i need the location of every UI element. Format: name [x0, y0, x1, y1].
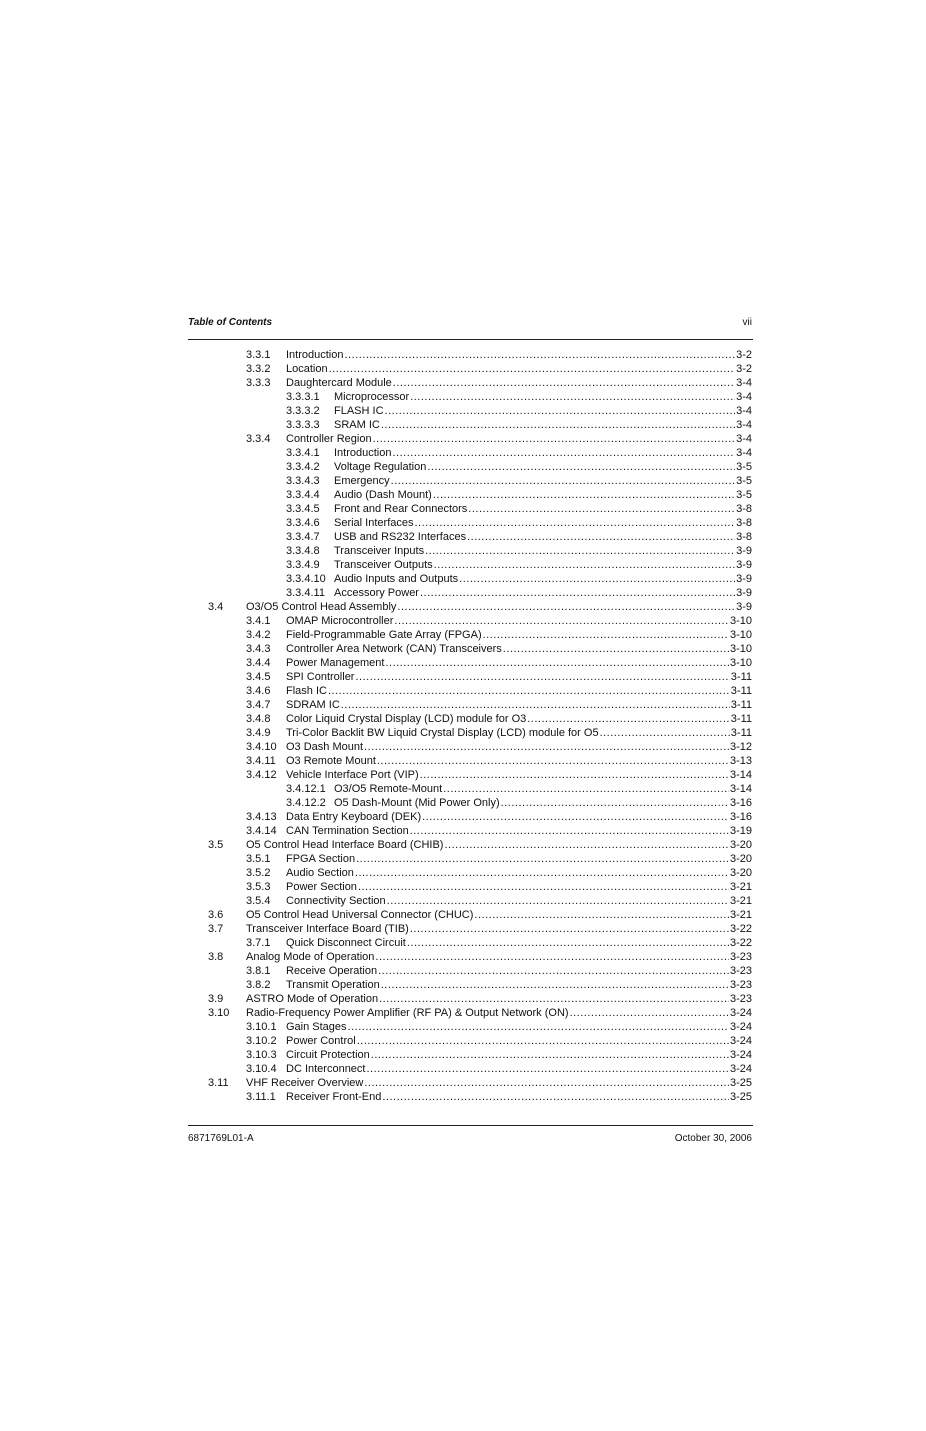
toc-entry-number: 3.10.1 — [246, 1021, 277, 1033]
toc-entry-page: 3-24 — [729, 1007, 752, 1019]
toc-entry-number: 3.3.4.4 — [286, 489, 320, 501]
toc-entry-number: 3.4.5 — [246, 671, 271, 683]
toc-dot-leader — [394, 614, 729, 628]
toc-entry-number: 3.4.12.2 — [286, 797, 326, 809]
toc-entry[interactable] — [286, 446, 752, 460]
toc-entry-number: 3.11 — [208, 1077, 229, 1089]
toc-entry-number: 3.4.12.1 — [286, 783, 326, 795]
toc-entry-number: 3.3.4.10 — [286, 573, 326, 585]
toc-entry-page: 3-9 — [736, 573, 752, 585]
toc-entry[interactable] — [246, 670, 752, 684]
toc-entry-title: Receive Operation — [286, 965, 378, 977]
toc-dot-leader — [410, 922, 729, 936]
toc-dot-leader — [414, 516, 735, 530]
header-page-number: vii — [742, 317, 752, 328]
toc-dot-leader — [358, 880, 729, 894]
toc-entry-page: 3-21 — [729, 895, 752, 907]
toc-dot-leader — [425, 544, 735, 558]
toc-entry-title: USB and RS232 Interfaces — [334, 531, 467, 543]
toc-entry-number: 3.4.10 — [246, 741, 277, 753]
toc-entry-page: 3-19 — [729, 825, 752, 837]
toc-entry-title: FLASH IC — [334, 405, 384, 417]
toc-entry-page: 3-8 — [736, 531, 752, 543]
toc-entry-title: Voltage Regulation — [334, 461, 427, 473]
toc-entry-number: 3.4.13 — [246, 811, 277, 823]
toc-dot-leader — [391, 474, 735, 488]
toc-entry[interactable] — [286, 460, 752, 474]
toc-entry-page: 3-20 — [729, 839, 752, 851]
toc-dot-leader — [459, 572, 735, 586]
toc-dot-leader — [483, 628, 729, 642]
toc-entry[interactable] — [208, 908, 752, 922]
toc-dot-leader — [570, 1006, 729, 1020]
toc-entry[interactable] — [246, 978, 752, 992]
toc-entry[interactable] — [246, 362, 752, 376]
toc-dot-leader — [378, 964, 729, 978]
toc-entry[interactable] — [208, 922, 752, 936]
toc-entry[interactable] — [246, 894, 752, 908]
toc-dot-leader — [356, 852, 729, 866]
toc-entry-page: 3-22 — [729, 923, 752, 935]
toc-entry-number: 3.10.4 — [246, 1063, 277, 1075]
toc-entry-title: Audio Section — [286, 867, 354, 879]
toc-entry-number: 3.4 — [208, 601, 224, 613]
footer-rule — [188, 1125, 753, 1126]
toc-entry-title: Location — [286, 363, 328, 375]
toc-entry-number: 3.5.2 — [246, 867, 271, 879]
toc-entry[interactable] — [286, 586, 752, 600]
toc-entry-page: 3-8 — [736, 517, 752, 529]
toc-entry-number: 3.10.3 — [246, 1049, 277, 1061]
toc-entry[interactable] — [286, 796, 752, 810]
toc-dot-leader — [600, 726, 730, 740]
toc-entry[interactable] — [246, 740, 752, 754]
toc-entry-page: 3-24 — [729, 1063, 752, 1075]
toc-dot-leader — [366, 1062, 728, 1076]
toc-entry-number: 3.4.12 — [246, 769, 277, 781]
toc-entry[interactable] — [246, 684, 752, 698]
footer-doc-id: 6871769L01-A — [188, 1133, 254, 1144]
toc-dot-leader — [410, 390, 735, 404]
toc-entry-page: 3-12 — [729, 741, 752, 753]
toc-entry-number: 3.3.4.1 — [286, 447, 320, 459]
toc-entry-number: 3.3.4.7 — [286, 531, 320, 543]
toc-dot-leader — [329, 362, 736, 376]
toc-entry-page: 3-5 — [736, 461, 752, 473]
toc-dot-leader — [364, 1076, 729, 1090]
toc-entry-page: 3-25 — [729, 1091, 752, 1103]
toc-entry-title: Power Control — [286, 1035, 356, 1047]
toc-entry-title: Gain Stages — [286, 1021, 347, 1033]
toc-entry-number: 3.10.2 — [246, 1035, 277, 1047]
toc-entry-page: 3-9 — [736, 559, 752, 571]
toc-entry-page: 3-11 — [730, 685, 752, 697]
toc-entry-title: Tri-Color Backlit BW Liquid Crystal Display (LCD) module for O5 — [286, 727, 599, 739]
toc-entry-title: Radio-Frequency Power Amplifier (RF PA) & Output Network (ON) — [246, 1007, 569, 1019]
toc-dot-leader — [341, 698, 730, 712]
toc-entry[interactable] — [286, 488, 752, 502]
toc-entry-title: Flash IC — [286, 685, 327, 697]
toc-entry[interactable] — [286, 418, 752, 432]
toc-entry-title: Data Entry Keyboard (DEK) — [286, 811, 422, 823]
toc-entry-page: 3-8 — [736, 503, 752, 515]
toc-entry-title: Introduction — [286, 349, 344, 361]
toc-entry-title: VHF Receiver Overview — [246, 1077, 364, 1089]
toc-dot-leader — [420, 586, 735, 600]
toc-dot-leader — [427, 460, 735, 474]
toc-entry-number: 3.5.3 — [246, 881, 271, 893]
toc-entry-title: O3/O5 Control Head Assembly — [246, 601, 397, 613]
toc-entry[interactable] — [246, 768, 752, 782]
toc-entry-page: 3-14 — [729, 783, 752, 795]
toc-entry-title: Audio Inputs and Outputs — [334, 573, 459, 585]
toc-entry-title: Receiver Front-End — [286, 1091, 382, 1103]
toc-dot-leader — [379, 992, 729, 1006]
toc-entry-page: 3-11 — [730, 713, 752, 725]
page-header — [188, 317, 752, 331]
toc-entry-title: OMAP Microcontroller — [286, 615, 394, 627]
toc-entry-title: Transmit Operation — [286, 979, 380, 991]
toc-entry-title: CAN Termination Section — [286, 825, 409, 837]
toc-entry-title: Controller Region — [286, 433, 372, 445]
toc-entry-page: 3-4 — [736, 433, 752, 445]
toc-entry-number: 3.3.3 — [246, 377, 271, 389]
toc-entry-number: 3.3.4.5 — [286, 503, 320, 515]
toc-entry-number: 3.3.4 — [246, 433, 271, 445]
toc-entry-number: 3.4.14 — [246, 825, 277, 837]
toc-entry[interactable] — [246, 376, 752, 390]
toc-dot-leader — [355, 670, 729, 684]
toc-entry[interactable] — [246, 656, 752, 670]
toc-entry-page: 3-20 — [729, 867, 752, 879]
toc-dot-leader — [397, 600, 735, 614]
toc-entry-number: 3.8.2 — [246, 979, 271, 991]
toc-entry-page: 3-16 — [729, 797, 752, 809]
toc-entry-number: 3.4.3 — [246, 643, 271, 655]
toc-dot-leader — [381, 978, 729, 992]
toc-entry[interactable] — [246, 698, 752, 712]
toc-entry-title: Front and Rear Connectors — [334, 503, 468, 515]
toc-entry[interactable] — [246, 880, 752, 894]
toc-entry-number: 3.5.1 — [246, 853, 271, 865]
toc-entry-title: DC Interconnect — [286, 1063, 366, 1075]
toc-dot-leader — [468, 502, 735, 516]
toc-entry-number: 3.5.4 — [246, 895, 271, 907]
toc-entry-number: 3.3.1 — [246, 349, 271, 361]
toc-entry-number: 3.3.4.9 — [286, 559, 320, 571]
toc-entry-number: 3.4.1 — [246, 615, 271, 627]
toc-entry[interactable] — [208, 1076, 752, 1090]
toc-entry-title: Color Liquid Crystal Display (LCD) module for O3 — [286, 713, 527, 725]
toc-entry-number: 3.4.7 — [246, 699, 271, 711]
toc-entry-number: 3.3.2 — [246, 363, 271, 375]
toc-entry-page: 3-23 — [729, 993, 752, 1005]
toc-entry[interactable] — [246, 824, 752, 838]
toc-entry-page: 3-16 — [729, 811, 752, 823]
toc-entry-number: 3.4.11 — [246, 755, 276, 767]
toc-entry-number: 3.4.9 — [246, 727, 271, 739]
toc-entry-page: 3-23 — [729, 979, 752, 991]
toc-entry[interactable] — [246, 642, 752, 656]
toc-entry[interactable] — [246, 866, 752, 880]
toc-entry-title: Serial Interfaces — [334, 517, 414, 529]
toc-entry-page: 3-4 — [736, 447, 752, 459]
toc-entry-number: 3.7 — [208, 923, 224, 935]
toc-entry-page: 3-4 — [736, 419, 752, 431]
header-rule — [188, 339, 753, 340]
toc-entry[interactable] — [246, 754, 752, 768]
toc-dot-leader — [443, 782, 729, 796]
toc-dot-leader — [375, 950, 729, 964]
toc-entry[interactable] — [246, 1048, 752, 1062]
toc-entry-number: 3.3.4.11 — [286, 587, 325, 599]
toc-entry[interactable] — [246, 614, 752, 628]
toc-entry-page: 3-10 — [729, 643, 752, 655]
toc-entry-page: 3-4 — [736, 405, 752, 417]
toc-entry-number: 3.11.1 — [246, 1091, 276, 1103]
toc-dot-leader — [387, 894, 729, 908]
toc-entry-title: O5 Control Head Interface Board (CHIB) — [246, 839, 444, 851]
toc-dot-leader — [434, 558, 735, 572]
toc-dot-leader — [382, 1090, 729, 1104]
toc-entry-page: 3-13 — [729, 755, 752, 767]
toc-entry[interactable] — [208, 992, 752, 1006]
toc-entry-title: O3 Remote Mount — [286, 755, 376, 767]
toc-dot-leader — [444, 838, 728, 852]
toc-entry-page: 3-22 — [729, 937, 752, 949]
toc-dot-leader — [385, 656, 729, 670]
toc-entry-title: Circuit Protection — [286, 1049, 370, 1061]
toc-entry-number: 3.8 — [208, 951, 224, 963]
toc-dot-leader — [381, 418, 735, 432]
toc-entry-page: 3-10 — [729, 615, 752, 627]
toc-entry-page: 3-9 — [736, 601, 752, 613]
toc-dot-leader — [407, 936, 729, 950]
toc-entry-title: Power Section — [286, 881, 357, 893]
toc-entry-page: 3-24 — [729, 1021, 752, 1033]
toc-entry[interactable] — [246, 810, 752, 824]
toc-entry-page: 3-5 — [736, 489, 752, 501]
toc-entry-page: 3-2 — [736, 363, 752, 375]
toc-entry[interactable] — [246, 964, 752, 978]
toc-entry-title: Power Management — [286, 657, 385, 669]
toc-entry-page: 3-2 — [736, 349, 752, 361]
toc-dot-leader — [420, 768, 729, 782]
toc-entry-page: 3-14 — [729, 769, 752, 781]
toc-entry-number: 3.7.1 — [246, 937, 271, 949]
toc-entry[interactable] — [246, 1020, 752, 1034]
toc-entry-page: 3-20 — [729, 853, 752, 865]
toc-entry[interactable] — [286, 516, 752, 530]
toc-entry-number: 3.4.8 — [246, 713, 271, 725]
page-footer — [188, 1133, 752, 1147]
toc-entry[interactable] — [246, 628, 752, 642]
toc-entry-title: Transceiver Outputs — [334, 559, 433, 571]
toc-entry-page: 3-25 — [729, 1077, 752, 1089]
toc-dot-leader — [410, 824, 729, 838]
toc-entry-title: O5 Dash-Mount (Mid Power Only) — [334, 797, 500, 809]
toc-entry-title: Field-Programmable Gate Array (FPGA) — [286, 629, 482, 641]
toc-entry[interactable] — [246, 1062, 752, 1076]
toc-dot-leader — [474, 908, 729, 922]
toc-entry[interactable] — [246, 712, 752, 726]
toc-entry-number: 3.3.4.6 — [286, 517, 320, 529]
toc-entry-page: 3-9 — [736, 587, 752, 599]
toc-entry-number: 3.9 — [208, 993, 224, 1005]
toc-entry-page: 3-24 — [729, 1049, 752, 1061]
toc-entry-title: Vehicle Interface Port (VIP) — [286, 769, 419, 781]
toc-entry-number: 3.3.4.2 — [286, 461, 320, 473]
toc-entry-number: 3.6 — [208, 909, 224, 921]
toc-dot-leader — [344, 348, 735, 362]
toc-entry-page: 3-11 — [730, 699, 752, 711]
toc-entry-title: Daughtercard Module — [286, 377, 392, 389]
header-title: Table of Contents — [188, 317, 273, 328]
toc-entry-title: SDRAM IC — [286, 699, 340, 711]
toc-entry[interactable] — [246, 1034, 752, 1048]
toc-entry[interactable] — [286, 390, 752, 404]
toc-dot-leader — [392, 446, 735, 460]
toc-dot-leader — [422, 810, 729, 824]
toc-entry[interactable] — [286, 530, 752, 544]
toc-dot-leader — [467, 530, 735, 544]
toc-entry-title: Microprocessor — [334, 391, 410, 403]
toc-entry-title: ASTRO Mode of Operation — [246, 993, 379, 1005]
toc-entry-page: 3-4 — [736, 377, 752, 389]
toc-dot-leader — [527, 712, 730, 726]
toc-entry[interactable] — [286, 572, 752, 586]
toc-entry-page: 3-5 — [736, 475, 752, 487]
toc-entry-number: 3.3.3.3 — [286, 419, 320, 431]
toc-entry[interactable] — [208, 838, 752, 852]
footer-date: October 30, 2006 — [674, 1133, 752, 1144]
toc-entry[interactable] — [286, 558, 752, 572]
toc-entry-title: Transceiver Interface Board (TIB) — [246, 923, 409, 935]
toc-entry-number: 3.10 — [208, 1007, 230, 1019]
toc-entry[interactable] — [286, 782, 752, 796]
toc-entry-page: 3-21 — [729, 881, 752, 893]
toc-entry-number: 3.3.3.2 — [286, 405, 320, 417]
toc-entry-title: SPI Controller — [286, 671, 355, 683]
toc-entry[interactable] — [246, 936, 752, 950]
toc-entry-number: 3.4.4 — [246, 657, 271, 669]
toc-entry-title: Connectivity Section — [286, 895, 386, 907]
toc-entry-title: Introduction — [334, 447, 392, 459]
toc-entry-page: 3-9 — [736, 545, 752, 557]
toc-entry-page: 3-24 — [729, 1035, 752, 1047]
toc-dot-leader — [433, 488, 735, 502]
toc-entry-number: 3.3.3.1 — [286, 391, 320, 403]
toc-dot-leader — [385, 404, 736, 418]
toc-dot-leader — [357, 1034, 729, 1048]
toc-entry[interactable] — [208, 1006, 752, 1020]
toc-entry[interactable] — [246, 432, 752, 446]
toc-entry[interactable] — [246, 348, 752, 362]
toc-entry-title: FPGA Section — [286, 853, 356, 865]
toc-entry-title: Audio (Dash Mount) — [334, 489, 432, 501]
toc-dot-leader — [377, 754, 729, 768]
toc-entry-number: 3.3.4.8 — [286, 545, 320, 557]
toc-entry[interactable] — [246, 726, 752, 740]
toc-entry[interactable] — [208, 950, 752, 964]
toc-entry-title: Transceiver Inputs — [334, 545, 425, 557]
toc-entry[interactable] — [286, 404, 752, 418]
toc-entry-page: 3-21 — [729, 909, 752, 921]
toc-dot-leader — [371, 1048, 729, 1062]
toc-entry-page: 3-10 — [729, 629, 752, 641]
toc-entry[interactable] — [286, 502, 752, 516]
toc-dot-leader — [501, 796, 729, 810]
toc-dot-leader — [328, 684, 730, 698]
toc-entry[interactable] — [246, 852, 752, 866]
toc-entry-page: 3-4 — [736, 391, 752, 403]
toc-entry[interactable] — [286, 544, 752, 558]
toc-entry[interactable] — [208, 600, 752, 614]
toc-entry-page: 3-10 — [729, 657, 752, 669]
toc-entry-title: SRAM IC — [334, 419, 380, 431]
toc-dot-leader — [393, 376, 735, 390]
toc-entry-number: 3.3.4.3 — [286, 475, 320, 487]
toc-entry-title: Analog Mode of Operation — [246, 951, 375, 963]
toc-entry-title: O5 Control Head Universal Connector (CHUC) — [246, 909, 474, 921]
toc-entry-title: Accessory Power — [334, 587, 419, 599]
toc-entry-page: 3-23 — [729, 965, 752, 977]
toc-entry-number: 3.4.2 — [246, 629, 271, 641]
toc-dot-leader — [355, 866, 729, 880]
toc-dot-leader — [503, 642, 729, 656]
toc-entry-title: O3 Dash Mount — [286, 741, 364, 753]
toc-entry-number: 3.5 — [208, 839, 224, 851]
toc-entry-page: 3-23 — [729, 951, 752, 963]
toc-dot-leader — [364, 740, 729, 754]
toc-dot-leader — [373, 432, 735, 446]
toc-entry-number: 3.4.6 — [246, 685, 271, 697]
toc-entry-title: Quick Disconnect Circuit — [286, 937, 406, 949]
toc-entry-title: O3/O5 Remote-Mount — [334, 783, 443, 795]
toc-entry-number: 3.8.1 — [246, 965, 271, 977]
toc-entry[interactable] — [246, 1090, 752, 1104]
toc-entry[interactable] — [286, 474, 752, 488]
toc-entry-title: Emergency — [334, 475, 390, 487]
toc-entry-title: Controller Area Network (CAN) Transceivers — [286, 643, 502, 655]
toc-dot-leader — [348, 1020, 729, 1034]
toc-entry-page: 3-11 — [730, 727, 752, 739]
toc-entry-page: 3-11 — [730, 671, 752, 683]
